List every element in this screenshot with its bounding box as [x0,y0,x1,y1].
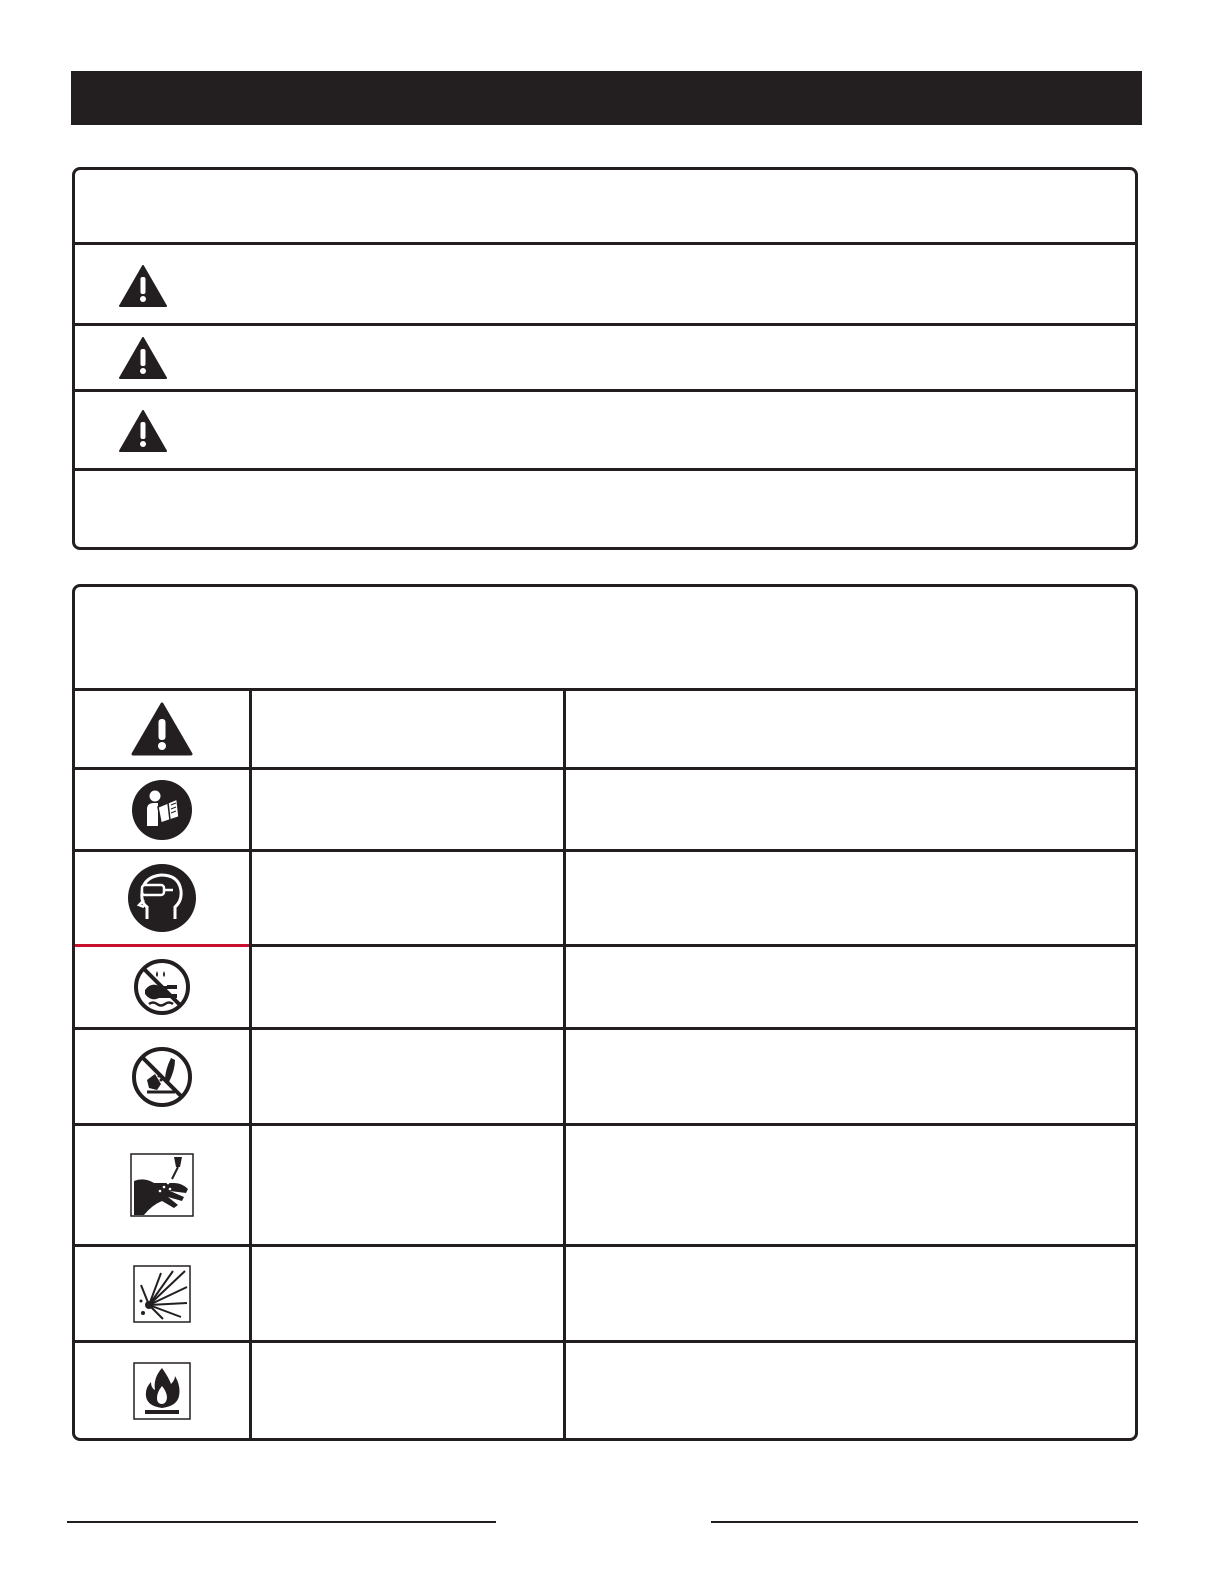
signal-row-3-text [195,392,1115,468]
injection-hazard-icon [130,1153,194,1217]
signal-row-3 [75,392,1135,471]
symbol-name [252,1247,566,1340]
symbol-row-no-wet-conditions [75,947,1135,1030]
explosion-hazard-icon [133,1265,191,1323]
symbol-row-eye-protection [75,852,1135,947]
symbol-meaning [569,1126,1135,1244]
warning-triangle-icon [119,410,167,452]
symbol-row-explosion-hazard [75,1247,1135,1343]
symbol-name [252,852,566,944]
symbol-name [252,1343,566,1438]
symbol-name [252,1030,566,1123]
signal-note [95,471,1115,547]
signal-row-2 [75,326,1135,392]
eye-protection-icon [127,863,197,933]
symbol-row-injection-hazard [75,1126,1135,1247]
symbol-row-safety-alert [75,691,1135,770]
safety-alert-icon [131,702,193,756]
footer-rule-left [67,1521,496,1523]
fire-hazard-icon [133,1362,191,1420]
symbols-box [72,584,1138,1441]
symbol-icon-cell [75,691,252,767]
symbol-icon-cell [75,1030,252,1123]
signal-note-row [75,471,1135,547]
symbol-meaning [569,770,1135,849]
no-spray-toward-icon [131,1046,193,1108]
symbol-row-no-spray [75,1030,1135,1126]
symbol-meaning [569,852,1135,944]
symbols-intro [95,587,1115,688]
symbol-icon-cell [75,1126,252,1244]
symbol-name [252,947,566,1027]
signal-row-1-text [195,245,1115,323]
symbol-name [252,1126,566,1244]
symbol-row-read-manual [75,770,1135,852]
signal-words-box [72,167,1138,550]
symbol-icon-cell [75,770,252,849]
symbol-icon-cell [75,1343,252,1438]
signal-row-1 [75,245,1135,326]
symbol-icon-cell [75,852,252,944]
symbol-meaning [569,691,1135,767]
symbol-meaning [569,1343,1135,1438]
symbol-name [252,770,566,849]
symbol-icon-cell [75,1247,252,1340]
symbol-row-fire-hazard [75,1343,1135,1438]
no-wet-conditions-icon [133,958,191,1016]
read-manual-icon [131,779,193,841]
symbol-meaning [569,1030,1135,1123]
signal-words-intro [95,170,1115,242]
signal-words-intro-row [75,170,1135,245]
symbol-icon-cell [75,947,252,1027]
warning-triangle-icon [119,265,167,307]
symbol-name [252,691,566,767]
signal-row-2-text [195,326,1115,389]
symbol-meaning [569,947,1135,1027]
footer-rule-right [711,1521,1138,1523]
symbol-meaning [569,1247,1135,1340]
symbols-intro-row [75,587,1135,691]
section-title-bar [71,71,1142,125]
warning-triangle-icon [119,337,167,379]
